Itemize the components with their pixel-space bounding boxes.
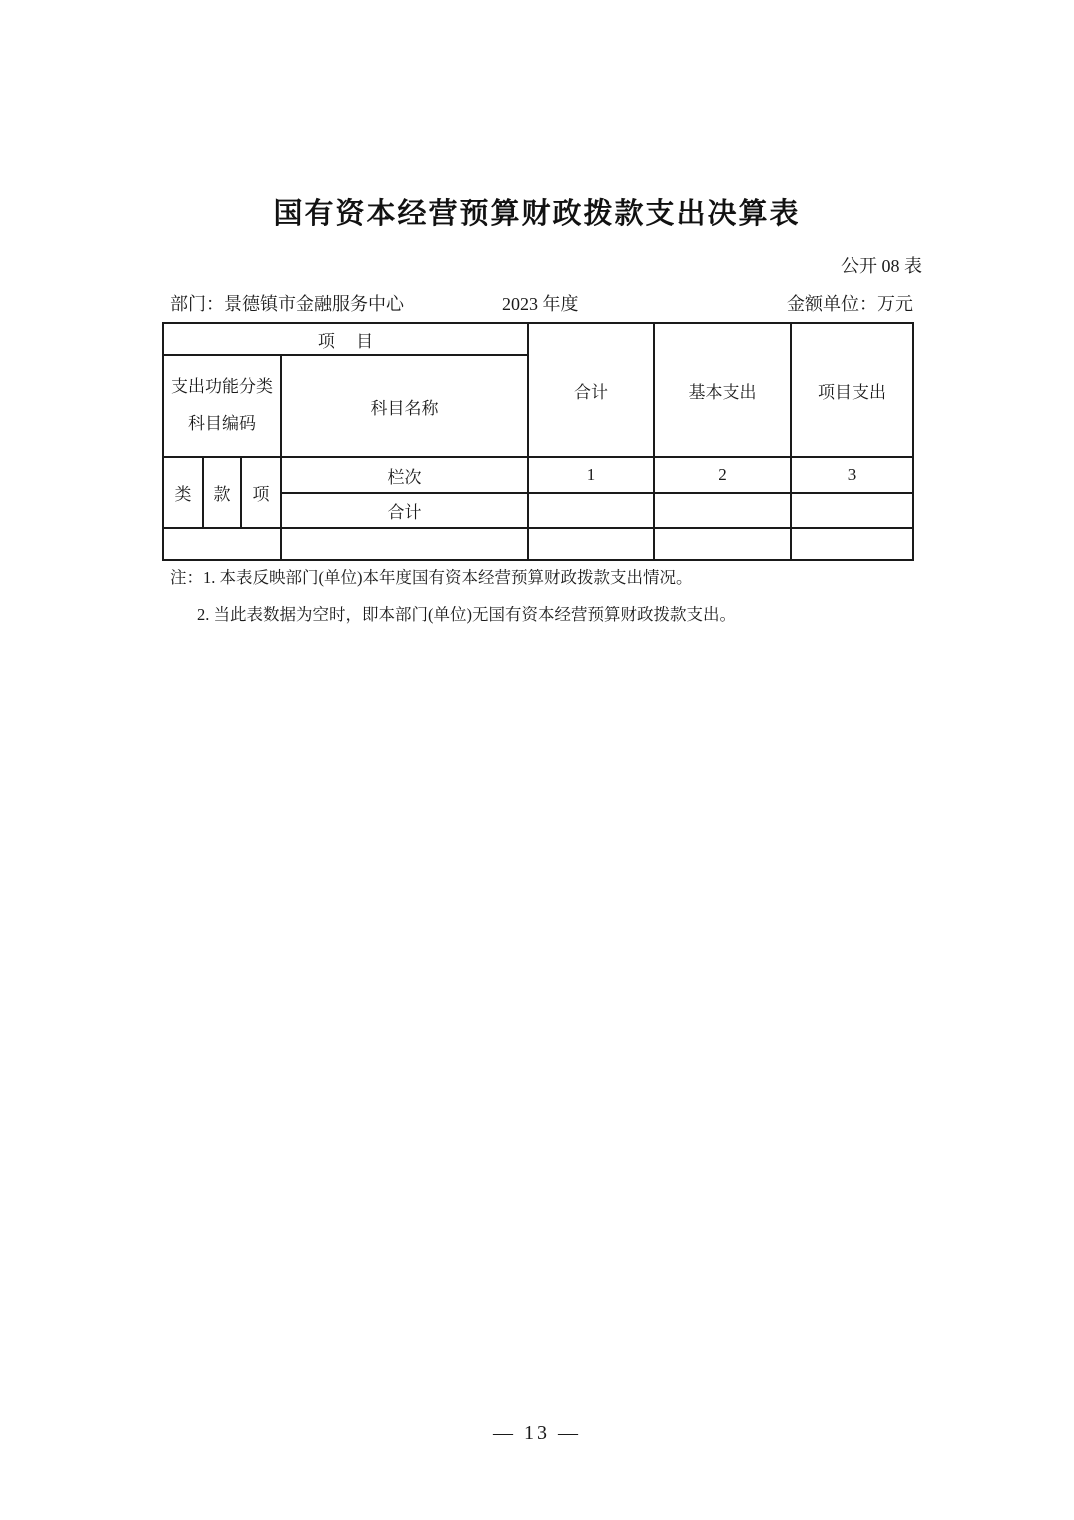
note-line-1: 注：1. 本表反映部门(单位)本年度国有资本经营预算财政拨款支出情况。: [170, 568, 693, 587]
header-class: 类: [163, 457, 203, 528]
note-line-2: 2. 当此表数据为空时，即本部门(单位)无国有资本经营预算财政拨款支出。: [197, 605, 736, 624]
header-column-label: 栏次: [281, 457, 528, 493]
header-section: 款: [203, 457, 241, 528]
header-project-expenditure: 项目支出: [791, 323, 913, 457]
column-number-1: 1: [528, 457, 654, 493]
row-empty-basic-value: [654, 528, 791, 560]
table-notes: [170, 564, 736, 625]
header-subject-name: 科目名称: [281, 355, 528, 457]
header-functional-classification-line1: 支出功能分类: [171, 377, 273, 397]
row-empty-code: [163, 528, 281, 560]
row-empty-subject: [281, 528, 528, 560]
header-basic-expenditure: 基本支出: [654, 323, 791, 457]
table-row-empty: [163, 528, 913, 560]
department-label: 部门：景德镇市金融服务中心: [170, 294, 404, 314]
row-empty-project-value: [791, 528, 913, 560]
header-functional-classification: [163, 355, 281, 457]
row-total-basic-value: [654, 493, 791, 528]
page-number: — 13 —: [493, 1422, 581, 1444]
header-total: 合计: [528, 323, 654, 457]
form-number-label: 公开 08 表: [841, 256, 922, 276]
column-number-3: 3: [791, 457, 913, 493]
table-header-row-3: [163, 457, 913, 493]
row-total-total-value: [528, 493, 654, 528]
table-header-row-1: [163, 323, 913, 355]
amount-unit-label: 金额单位：万元: [787, 294, 913, 314]
row-total-label: 合计: [281, 493, 528, 528]
header-item: 项: [241, 457, 281, 528]
page-title: 国有资本经营预算财政拨款支出决算表: [273, 198, 801, 230]
table-meta-line: [162, 290, 913, 316]
budget-expenditure-table: [162, 322, 914, 561]
header-functional-classification-line2: 科目编码: [188, 414, 256, 433]
column-number-2: 2: [654, 457, 791, 493]
row-empty-total-value: [528, 528, 654, 560]
fiscal-year-label: 2023 年度: [502, 294, 579, 314]
row-total-project-value: [791, 493, 913, 528]
header-project-group: 项 目: [163, 323, 528, 355]
